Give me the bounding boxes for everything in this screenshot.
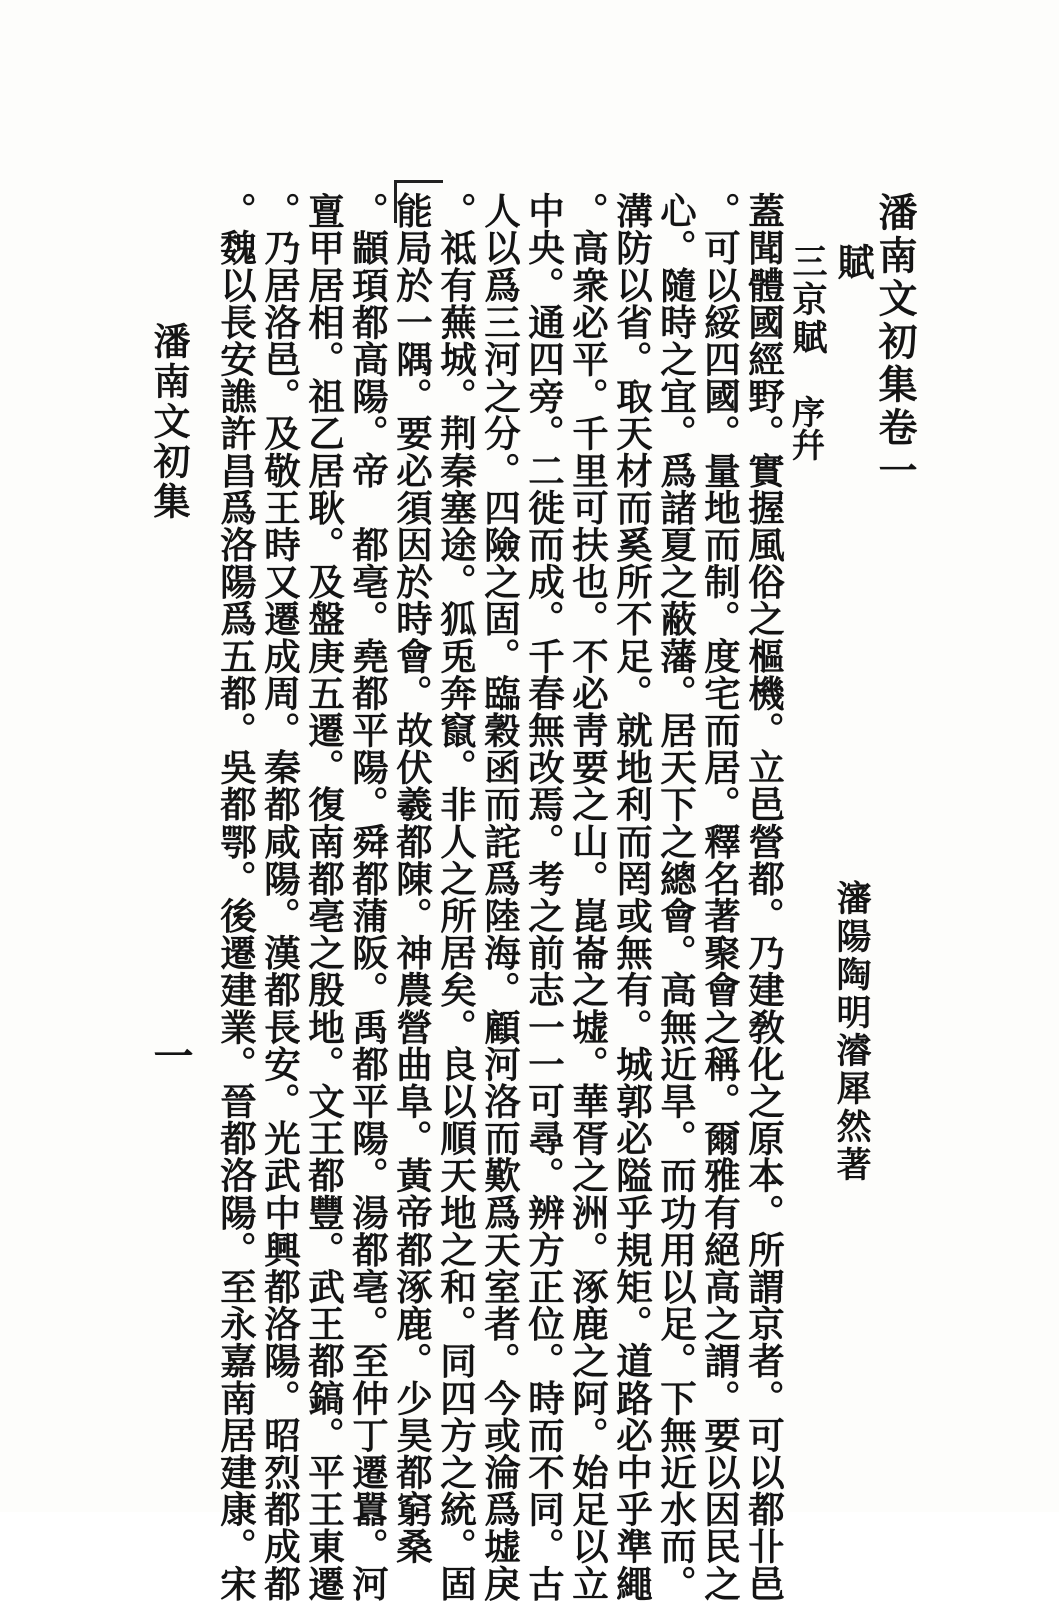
print-bracket-mark (394, 180, 443, 223)
body-column: 中央。通四旁。二徙而成。千春無改焉。考之前志一一可尋。辨方正位。時而不同。古 (522, 192, 566, 1602)
piece-note: 序幷 (787, 395, 826, 461)
body-column: 心。隨時之宜。爲諸夏之蔽藩。居天下之總會。高無近旱。而功用以足。下無近水而。 (654, 192, 698, 1602)
body-column: 。乃居洛邑。及敬王時又遷成周。秦都咸陽。漢都長安。光武中興都洛陽。昭烈都成都 (258, 192, 302, 1602)
running-title: 潘南文初集 (147, 322, 191, 522)
body-column: 。可以綏四國。量地而制。度宅而居。釋名著聚會之稱。爾雅有絕高之謂。要以因民之 (698, 192, 742, 1602)
body-column: 能局於一隅。要必須因於時會。故伏羲都陳。神農營曲阜。黃帝都涿鹿。少昊都窮桑 (390, 192, 434, 1565)
piece-title: 三京賦 (787, 243, 828, 357)
section-title: 賦 (831, 243, 875, 280)
body-column: 溝防以省。取天材而奚所不足。就地利而罔或無有。城郭必隘乎規矩。道路必中乎準繩 (610, 192, 654, 1602)
body-column: 。魏以長安譙許昌爲洛陽爲五都。吳都鄂。後遷建業。晉都洛陽。至永嘉南居建康。宋 (214, 192, 258, 1602)
page-number: 一 (147, 1035, 194, 1075)
body-column: 蓋聞體國經野。實握風俗之樞機。立邑營都。乃建敎化之原本。所謂京者。可以都卝邑 (742, 192, 786, 1602)
body-column: 。高衆必平。千里可扶也。不必靑要之山。崑崙之墟。華胥之洲。涿鹿之阿。始足以立 (566, 192, 610, 1602)
body-column: 人以爲三河之分。四險之固。臨穀函而詫爲陸海。顧河洛而歎爲天室者。今或淪爲墟戾 (478, 192, 522, 1602)
book-title: 潘南文初集卷一 (872, 192, 918, 493)
body-column: 亶甲居相。祖乙居耿。及盤庚五遷。復南都亳之殷地。文王都豐。武王都鎬。平王東遷 (302, 192, 346, 1602)
body-column: 。祗有蕪城。荆秦塞途。狐兎奔竄。非人之所居矣。良以順天地之和。同四方之統。固 (434, 192, 478, 1602)
author-line: 瀋陽陶明濬犀然著 (831, 880, 872, 1184)
body-column: 。顓頊都高陽。帝 都亳。堯都平陽。舜都蒲阪。禹都平陽。湯都亳。至仲丁遷囂。河 (346, 192, 390, 1602)
